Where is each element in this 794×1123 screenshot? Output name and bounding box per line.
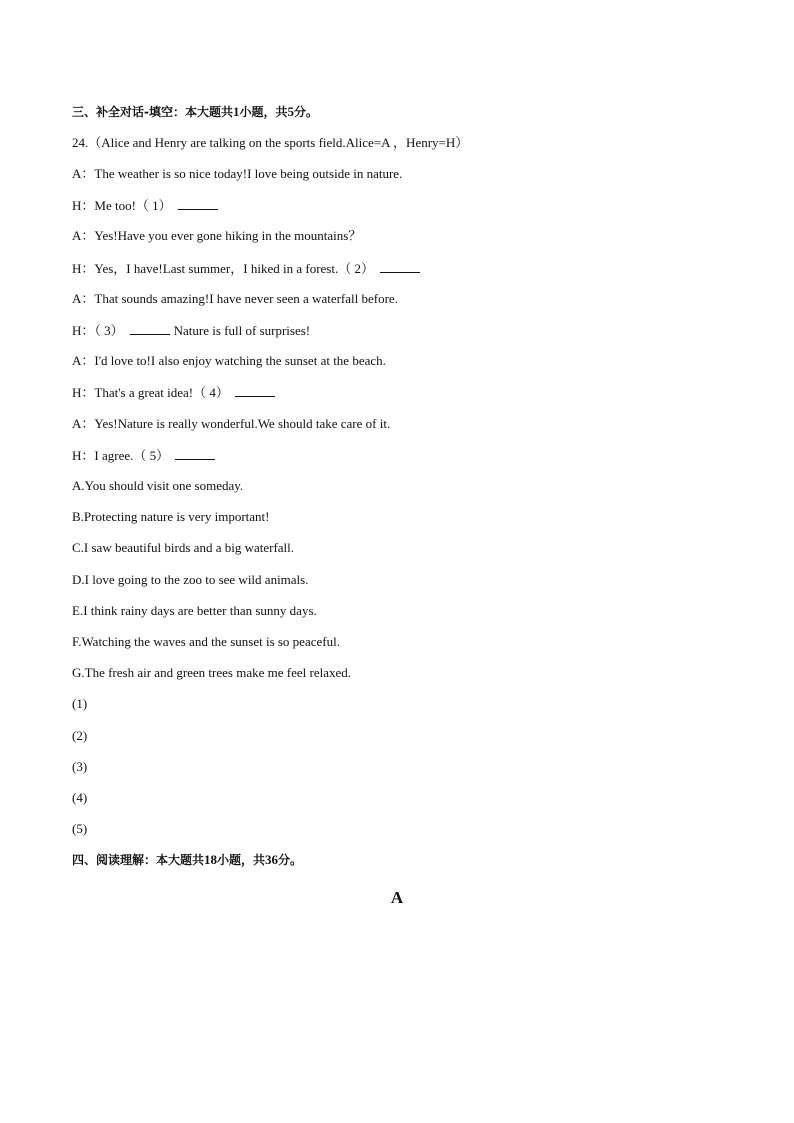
dialogue-line: A：That sounds amazing!I have never seen a waterfall before. <box>72 291 398 306</box>
answer-blank-2[interactable] <box>380 260 420 273</box>
dialogue-line: A：Yes!Nature is really wonderful.We should take care of it. <box>72 416 391 431</box>
section-4-label: 四、阅读理解：本大题共 <box>72 853 205 867</box>
section-4-end: 分。 <box>278 853 303 867</box>
option-a: A.You should visit one someday. <box>72 478 244 493</box>
answer-blank-3[interactable] <box>130 322 170 335</box>
answer-blank-5[interactable] <box>175 447 215 460</box>
option-f: F.Watching the waves and the sunset is so peaceful. <box>72 634 340 649</box>
option-d: D.I love going to the zoo to see wild animals. <box>72 572 309 587</box>
section-4-count: 18 <box>204 852 218 867</box>
dialogue-line: A：The weather is so nice today!I love being outside in nature. <box>72 166 403 181</box>
answer-slot-2[interactable]: (2) <box>72 728 88 743</box>
section-3-score: 5 <box>287 104 294 119</box>
section-3-mid: 小题，共 <box>239 105 288 119</box>
option-c: C.I saw beautiful birds and a big waterfall. <box>72 540 295 555</box>
answer-blank-4[interactable] <box>235 384 275 397</box>
dialogue-line <box>72 197 218 214</box>
section-3-end: 分。 <box>294 105 319 119</box>
section-4-score: 36 <box>265 852 279 867</box>
answer-slot-5[interactable]: (5) <box>72 821 88 836</box>
option-b: B.Protecting nature is very important! <box>72 509 270 524</box>
answer-blank-1[interactable] <box>178 197 218 210</box>
answer-slot-4[interactable]: (4) <box>72 790 88 805</box>
section-3-heading <box>72 104 318 120</box>
section-4-heading <box>72 852 302 868</box>
answer-slot-3[interactable]: (3) <box>72 759 88 774</box>
dialogue-text: H：That's a great idea!（ 4） <box>72 385 229 400</box>
dialogue-line: A：I'd love to!I also enjoy watching the sunset at the beach. <box>72 353 386 368</box>
option-e: E.I think rainy days are better than sunny days. <box>72 603 317 618</box>
dialogue-tail: Nature is full of surprises! <box>173 323 311 338</box>
answer-slot-1[interactable]: (1) <box>72 696 88 711</box>
dialogue-line <box>72 260 420 277</box>
passage-title: A <box>390 888 404 907</box>
option-g: G.The fresh air and green trees make me feel relaxed. <box>72 665 351 680</box>
section-3-label: 三、补全对话-填空：本大题共 <box>72 105 233 119</box>
dialogue-text: H：Yes，I have!Last summer，I hiked in a forest.（ 2） <box>72 261 374 276</box>
question-intro: 24.（Alice and Henry are talking on the sports field.Alice=A ，Henry=H） <box>72 135 469 150</box>
dialogue-line: A：Yes!Have you ever gone hiking in the mountains？ <box>72 228 362 243</box>
section-4-mid: 小题，共 <box>217 853 266 867</box>
dialogue-line <box>72 447 215 464</box>
section-3-count: 1 <box>232 104 240 119</box>
dialogue-line <box>72 384 275 401</box>
dialogue-text: H：I agree.（ 5） <box>72 448 170 463</box>
dialogue-text: H：Me too!（ 1） <box>72 198 172 213</box>
dialogue-text: H：（ 3） <box>72 323 124 338</box>
dialogue-line <box>72 322 310 339</box>
